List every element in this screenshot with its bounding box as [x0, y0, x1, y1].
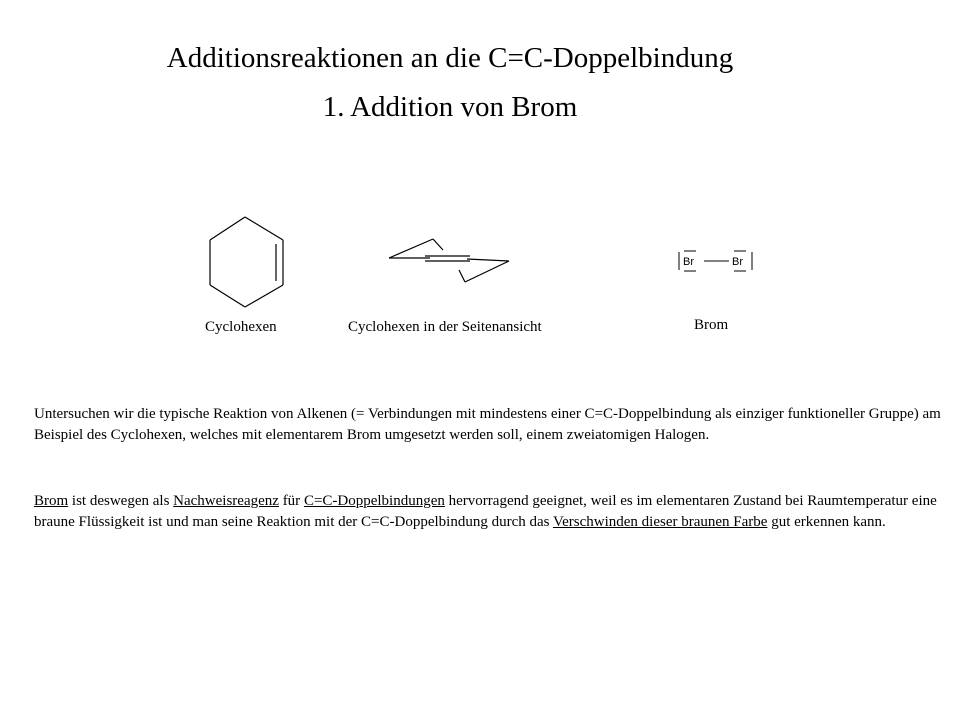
- bromine-caption: Brom: [694, 317, 729, 333]
- bromine-atom-right: Br: [732, 256, 743, 268]
- bromine-atom-left: Br: [683, 256, 694, 268]
- cyclohexene-side-view-structure: [385, 230, 515, 290]
- cyclohexene-structure: [200, 210, 300, 310]
- underlined-term-nachweisreagenz: Nachweisreagenz: [173, 493, 279, 509]
- underlined-term-brom: Brom: [34, 493, 69, 509]
- paragraph-text: ist deswegen als: [68, 493, 174, 509]
- intro-paragraph: Untersuchen wir die typische Reaktion von Alkenen (= Verbindungen mit mindestens einer C=C-Doppelbindung als einziger funktioneller Gruppe) am Beispiel des Cyclohexen, welches mit elementarem Brom umgesetzt werden soll, einem zweiatomigen Halogen.: [34, 406, 941, 443]
- slide-title: Additionsreaktionen an die C=C-Doppelbindung: [166, 42, 734, 74]
- paragraph-text: für: [278, 493, 304, 509]
- cyclohexene-caption: Cyclohexen: [205, 319, 277, 335]
- bromine-structure: [675, 248, 760, 274]
- underlined-term-verschwinden: Verschwinden dieser braunen Farbe: [552, 514, 768, 530]
- underlined-term-doppelbindungen: C=C-Doppelbindungen: [303, 493, 445, 509]
- paragraph-text: gut erkennen kann.: [767, 514, 886, 530]
- paragraph-text: hervorragend geeignet, weil es im elementaren Zustand bei Raumtemperatur eine braune Flüssigkeit ist und man seine Reaktion mit der C=C-Doppelbindung durch das: [34, 493, 937, 530]
- bromine-test-paragraph: [34, 491, 946, 533]
- side-view-caption: Cyclohexen in der Seitenansicht: [348, 319, 542, 335]
- slide-subtitle: 1. Addition von Brom: [322, 91, 578, 123]
